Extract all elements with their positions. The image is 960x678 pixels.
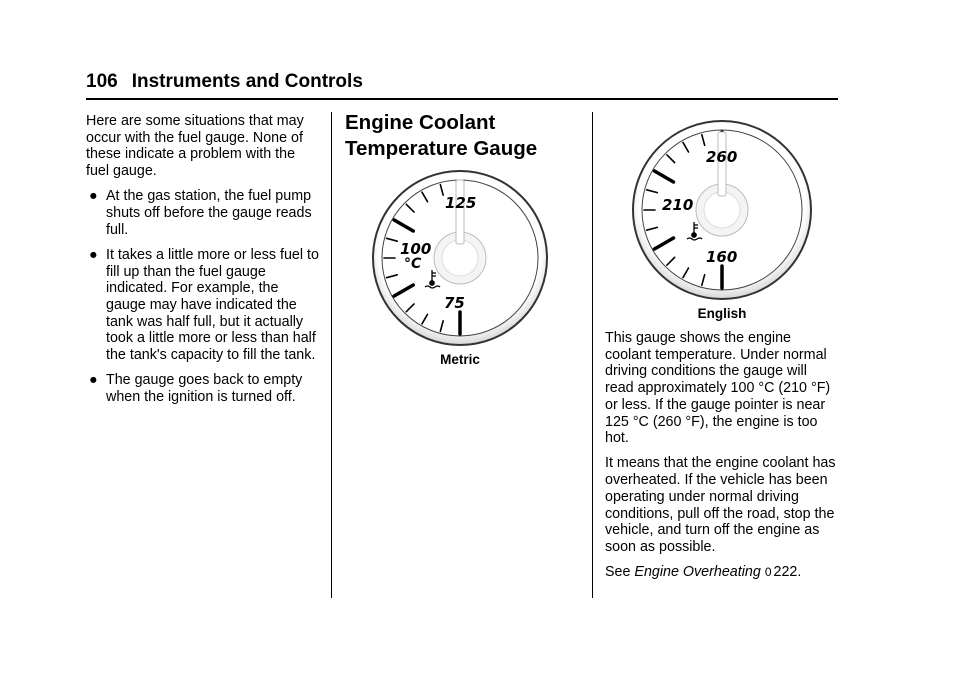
list-item: ● At the gas station, the fuel pump shuts off before the gauge reads full. [86, 188, 322, 238]
metric-caption: Metric [440, 352, 480, 367]
page-number: 106 [86, 71, 118, 92]
gauge-label-260: 260 [706, 148, 738, 166]
header-rule [86, 98, 838, 100]
xref-page[interactable]: 222. [773, 564, 802, 581]
gauge-label-160: 160 [706, 248, 738, 266]
gauge-label-125: 125 [445, 194, 477, 212]
page-header [86, 70, 838, 94]
page-ref-icon: 0 [764, 565, 772, 580]
bullet-icon: ● [89, 246, 98, 263]
bullet-icon: ● [89, 372, 98, 389]
fuel-gauge-text [86, 113, 322, 414]
cross-reference: See Engine Overheating 0 222. [605, 564, 802, 581]
list-item: ● It takes a little more or less fuel to fill up than the fuel gauge indicated. For example, the gauge may have indicated the tank was half full, but it actually took a little more or less than half the tank's capacity to fill the tank. [86, 247, 322, 364]
paragraph: It means that the engine coolant has overheated. If the vehicle has been operating under normal driving conditions, pull off the road, stop the vehicle, and turn off the engine as soon as possible. [605, 455, 836, 555]
metric-temperature-gauge [370, 168, 550, 348]
gauge-label-210: 210 [662, 196, 694, 214]
column-divider [331, 112, 332, 598]
gauge-label-unit: °C [404, 256, 422, 272]
column-divider [592, 112, 593, 598]
page-title: Instruments and Controls [131, 71, 363, 92]
english-temperature-gauge [630, 118, 814, 302]
gauge-label-100: 100 [400, 240, 432, 258]
xref-link[interactable]: Engine Overheating [634, 564, 761, 581]
paragraph: This gauge shows the engine coolant temperature. Under normal driving conditions the gauge will read approximately 100 °C (210 °F) or less. If the gauge pointer is near 125 °C (260 °F), the engine is too hot. [605, 330, 831, 447]
coolant-gauge-text [605, 330, 839, 589]
fuel-intro: Here are some situations that may occur with the fuel gauge. None of these indicate a problem with the fuel gauge. [86, 113, 304, 180]
list-item: ● The gauge goes back to empty when the ignition is turned off. [86, 372, 322, 405]
bullet-icon: ● [89, 188, 98, 205]
section-heading: Engine Coolant Temperature Gauge [345, 111, 538, 160]
gauge-label-75: 75 [444, 294, 465, 312]
english-caption: English [697, 306, 747, 321]
